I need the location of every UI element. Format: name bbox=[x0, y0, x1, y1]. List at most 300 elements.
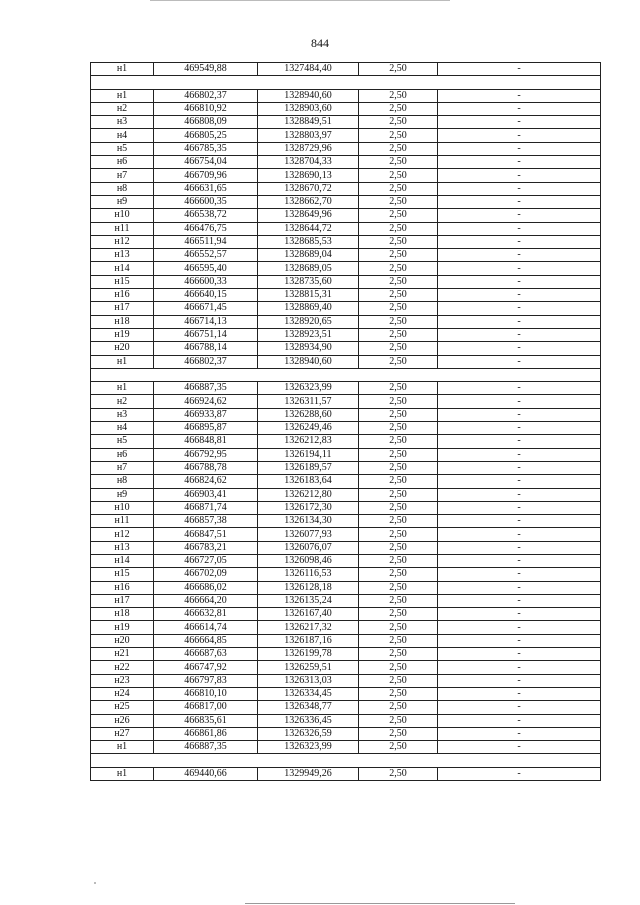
description-cell: - bbox=[438, 501, 601, 514]
accuracy-cell: 2,50 bbox=[359, 355, 438, 368]
point-name-cell: н3 bbox=[91, 116, 154, 129]
description-cell: - bbox=[438, 262, 601, 275]
x-coordinate-cell: 466802,37 bbox=[154, 355, 258, 368]
table-row bbox=[91, 727, 601, 740]
y-coordinate-cell: 1328644,72 bbox=[258, 222, 359, 235]
point-name-cell: н13 bbox=[91, 249, 154, 262]
y-coordinate-cell: 1326076,07 bbox=[258, 541, 359, 554]
accuracy-cell: 2,50 bbox=[359, 262, 438, 275]
x-coordinate-cell: 466785,35 bbox=[154, 142, 258, 155]
table-row bbox=[91, 515, 601, 528]
accuracy-cell: 2,50 bbox=[359, 661, 438, 674]
accuracy-cell: 2,50 bbox=[359, 581, 438, 594]
point-name-cell: н27 bbox=[91, 727, 154, 740]
x-coordinate-cell: 469549,88 bbox=[154, 63, 258, 76]
accuracy-cell: 2,50 bbox=[359, 608, 438, 621]
x-coordinate-cell: 466686,02 bbox=[154, 581, 258, 594]
description-cell: - bbox=[438, 554, 601, 567]
x-coordinate-cell: 466476,75 bbox=[154, 222, 258, 235]
y-coordinate-cell: 1328704,33 bbox=[258, 156, 359, 169]
x-coordinate-cell: 466792,95 bbox=[154, 448, 258, 461]
table-row bbox=[91, 714, 601, 727]
x-coordinate-cell: 466702,09 bbox=[154, 568, 258, 581]
point-name-cell: н12 bbox=[91, 528, 154, 541]
y-coordinate-cell: 1326128,18 bbox=[258, 581, 359, 594]
x-coordinate-cell: 466810,92 bbox=[154, 102, 258, 115]
y-coordinate-cell: 1328815,31 bbox=[258, 289, 359, 302]
y-coordinate-cell: 1328670,72 bbox=[258, 182, 359, 195]
description-cell: - bbox=[438, 302, 601, 315]
description-cell: - bbox=[438, 741, 601, 754]
x-coordinate-cell: 466802,37 bbox=[154, 89, 258, 102]
y-coordinate-cell: 1328934,90 bbox=[258, 342, 359, 355]
x-coordinate-cell: 469440,66 bbox=[154, 767, 258, 780]
coordinates-table bbox=[90, 62, 601, 781]
accuracy-cell: 2,50 bbox=[359, 63, 438, 76]
table-row bbox=[91, 488, 601, 501]
table-row bbox=[91, 302, 601, 315]
table-row bbox=[91, 648, 601, 661]
point-name-cell: н10 bbox=[91, 209, 154, 222]
table-row bbox=[91, 102, 601, 115]
table-row bbox=[91, 116, 601, 129]
y-coordinate-cell: 1326217,32 bbox=[258, 621, 359, 634]
y-coordinate-cell: 1328729,96 bbox=[258, 142, 359, 155]
point-name-cell: н17 bbox=[91, 594, 154, 607]
point-name-cell: н6 bbox=[91, 448, 154, 461]
group-separator-row bbox=[91, 368, 601, 381]
description-cell: - bbox=[438, 315, 601, 328]
y-coordinate-cell: 1326326,59 bbox=[258, 727, 359, 740]
point-name-cell: н3 bbox=[91, 408, 154, 421]
description-cell: - bbox=[438, 289, 601, 302]
x-coordinate-cell: 466640,15 bbox=[154, 289, 258, 302]
description-cell: - bbox=[438, 408, 601, 421]
y-coordinate-cell: 1326212,80 bbox=[258, 488, 359, 501]
accuracy-cell: 2,50 bbox=[359, 714, 438, 727]
y-coordinate-cell: 1326259,51 bbox=[258, 661, 359, 674]
table-row bbox=[91, 408, 601, 421]
accuracy-cell: 2,50 bbox=[359, 701, 438, 714]
table-row bbox=[91, 621, 601, 634]
description-cell: - bbox=[438, 648, 601, 661]
description-cell: - bbox=[438, 355, 601, 368]
description-cell: - bbox=[438, 687, 601, 700]
point-name-cell: н4 bbox=[91, 129, 154, 142]
table-row bbox=[91, 767, 601, 780]
y-coordinate-cell: 1326348,77 bbox=[258, 701, 359, 714]
x-coordinate-cell: 466797,83 bbox=[154, 674, 258, 687]
accuracy-cell: 2,50 bbox=[359, 727, 438, 740]
table-row bbox=[91, 395, 601, 408]
y-coordinate-cell: 1326077,93 bbox=[258, 528, 359, 541]
description-cell: - bbox=[438, 541, 601, 554]
table-row bbox=[91, 262, 601, 275]
y-coordinate-cell: 1326313,03 bbox=[258, 674, 359, 687]
x-coordinate-cell: 466933,87 bbox=[154, 408, 258, 421]
x-coordinate-cell: 466727,05 bbox=[154, 554, 258, 567]
accuracy-cell: 2,50 bbox=[359, 488, 438, 501]
accuracy-cell: 2,50 bbox=[359, 156, 438, 169]
table-row bbox=[91, 581, 601, 594]
description-cell: - bbox=[438, 701, 601, 714]
description-cell: - bbox=[438, 235, 601, 248]
table-row bbox=[91, 63, 601, 76]
table-row bbox=[91, 222, 601, 235]
point-name-cell: н15 bbox=[91, 568, 154, 581]
x-coordinate-cell: 466754,04 bbox=[154, 156, 258, 169]
accuracy-cell: 2,50 bbox=[359, 116, 438, 129]
table-row bbox=[91, 289, 601, 302]
point-name-cell: н4 bbox=[91, 422, 154, 435]
x-coordinate-cell: 466751,14 bbox=[154, 328, 258, 341]
description-cell: - bbox=[438, 608, 601, 621]
x-coordinate-cell: 466848,81 bbox=[154, 435, 258, 448]
x-coordinate-cell: 466835,61 bbox=[154, 714, 258, 727]
table-row bbox=[91, 435, 601, 448]
accuracy-cell: 2,50 bbox=[359, 554, 438, 567]
x-coordinate-cell: 466631,65 bbox=[154, 182, 258, 195]
accuracy-cell: 2,50 bbox=[359, 475, 438, 488]
table-row bbox=[91, 701, 601, 714]
y-coordinate-cell: 1328689,04 bbox=[258, 249, 359, 262]
x-coordinate-cell: 466783,21 bbox=[154, 541, 258, 554]
description-cell: - bbox=[438, 661, 601, 674]
point-name-cell: н11 bbox=[91, 515, 154, 528]
description-cell: - bbox=[438, 488, 601, 501]
point-name-cell: н15 bbox=[91, 275, 154, 288]
point-name-cell: н1 bbox=[91, 767, 154, 780]
description-cell: - bbox=[438, 634, 601, 647]
description-cell: - bbox=[438, 382, 601, 395]
y-coordinate-cell: 1326323,99 bbox=[258, 741, 359, 754]
group-separator-row bbox=[91, 76, 601, 89]
table-row bbox=[91, 541, 601, 554]
y-coordinate-cell: 1326135,24 bbox=[258, 594, 359, 607]
x-coordinate-cell: 466600,35 bbox=[154, 195, 258, 208]
y-coordinate-cell: 1328735,60 bbox=[258, 275, 359, 288]
point-name-cell: н7 bbox=[91, 169, 154, 182]
point-name-cell: н20 bbox=[91, 342, 154, 355]
x-coordinate-cell: 466871,74 bbox=[154, 501, 258, 514]
accuracy-cell: 2,50 bbox=[359, 541, 438, 554]
top-scan-rule bbox=[150, 0, 450, 1]
table-row bbox=[91, 554, 601, 567]
y-coordinate-cell: 1326323,99 bbox=[258, 382, 359, 395]
table-row bbox=[91, 608, 601, 621]
point-name-cell: н2 bbox=[91, 102, 154, 115]
y-coordinate-cell: 1326334,45 bbox=[258, 687, 359, 700]
point-name-cell: н8 bbox=[91, 475, 154, 488]
point-name-cell: н17 bbox=[91, 302, 154, 315]
y-coordinate-cell: 1328649,96 bbox=[258, 209, 359, 222]
description-cell: - bbox=[438, 528, 601, 541]
y-coordinate-cell: 1328690,13 bbox=[258, 169, 359, 182]
accuracy-cell: 2,50 bbox=[359, 235, 438, 248]
accuracy-cell: 2,50 bbox=[359, 767, 438, 780]
table-row bbox=[91, 235, 601, 248]
table-row bbox=[91, 422, 601, 435]
description-cell: - bbox=[438, 249, 601, 262]
y-coordinate-cell: 1326116,53 bbox=[258, 568, 359, 581]
accuracy-cell: 2,50 bbox=[359, 342, 438, 355]
description-cell: - bbox=[438, 674, 601, 687]
accuracy-cell: 2,50 bbox=[359, 222, 438, 235]
scan-artifact-dot bbox=[94, 882, 96, 884]
description-cell: - bbox=[438, 102, 601, 115]
accuracy-cell: 2,50 bbox=[359, 289, 438, 302]
description-cell: - bbox=[438, 328, 601, 341]
y-coordinate-cell: 1328920,65 bbox=[258, 315, 359, 328]
accuracy-cell: 2,50 bbox=[359, 422, 438, 435]
table-row bbox=[91, 382, 601, 395]
x-coordinate-cell: 466924,62 bbox=[154, 395, 258, 408]
point-name-cell: н5 bbox=[91, 435, 154, 448]
x-coordinate-cell: 466511,94 bbox=[154, 235, 258, 248]
description-cell: - bbox=[438, 581, 601, 594]
y-coordinate-cell: 1326183,64 bbox=[258, 475, 359, 488]
y-coordinate-cell: 1326336,45 bbox=[258, 714, 359, 727]
description-cell: - bbox=[438, 714, 601, 727]
table-row bbox=[91, 142, 601, 155]
x-coordinate-cell: 466664,85 bbox=[154, 634, 258, 647]
x-coordinate-cell: 466595,40 bbox=[154, 262, 258, 275]
x-coordinate-cell: 466895,87 bbox=[154, 422, 258, 435]
accuracy-cell: 2,50 bbox=[359, 328, 438, 341]
description-cell: - bbox=[438, 422, 601, 435]
point-name-cell: н21 bbox=[91, 648, 154, 661]
accuracy-cell: 2,50 bbox=[359, 382, 438, 395]
accuracy-cell: 2,50 bbox=[359, 648, 438, 661]
accuracy-cell: 2,50 bbox=[359, 674, 438, 687]
accuracy-cell: 2,50 bbox=[359, 195, 438, 208]
point-name-cell: н20 bbox=[91, 634, 154, 647]
description-cell: - bbox=[438, 63, 601, 76]
accuracy-cell: 2,50 bbox=[359, 634, 438, 647]
accuracy-cell: 2,50 bbox=[359, 448, 438, 461]
description-cell: - bbox=[438, 395, 601, 408]
x-coordinate-cell: 466887,35 bbox=[154, 741, 258, 754]
description-cell: - bbox=[438, 275, 601, 288]
table-row bbox=[91, 687, 601, 700]
y-coordinate-cell: 1328940,60 bbox=[258, 89, 359, 102]
point-name-cell: н19 bbox=[91, 328, 154, 341]
y-coordinate-cell: 1327484,40 bbox=[258, 63, 359, 76]
x-coordinate-cell: 466709,96 bbox=[154, 169, 258, 182]
y-coordinate-cell: 1326199,78 bbox=[258, 648, 359, 661]
y-coordinate-cell: 1328662,70 bbox=[258, 195, 359, 208]
table-row bbox=[91, 448, 601, 461]
y-coordinate-cell: 1326172,30 bbox=[258, 501, 359, 514]
table-row bbox=[91, 209, 601, 222]
table-row bbox=[91, 741, 601, 754]
y-coordinate-cell: 1326167,40 bbox=[258, 608, 359, 621]
description-cell: - bbox=[438, 515, 601, 528]
y-coordinate-cell: 1326134,30 bbox=[258, 515, 359, 528]
point-name-cell: н1 bbox=[91, 89, 154, 102]
point-name-cell: н9 bbox=[91, 195, 154, 208]
x-coordinate-cell: 466817,00 bbox=[154, 701, 258, 714]
description-cell: - bbox=[438, 448, 601, 461]
point-name-cell: н9 bbox=[91, 488, 154, 501]
point-name-cell: н7 bbox=[91, 461, 154, 474]
y-coordinate-cell: 1328923,51 bbox=[258, 328, 359, 341]
x-coordinate-cell: 466747,92 bbox=[154, 661, 258, 674]
table-row bbox=[91, 156, 601, 169]
point-name-cell: н8 bbox=[91, 182, 154, 195]
y-coordinate-cell: 1328849,51 bbox=[258, 116, 359, 129]
y-coordinate-cell: 1326311,57 bbox=[258, 395, 359, 408]
point-name-cell: н18 bbox=[91, 608, 154, 621]
point-name-cell: н19 bbox=[91, 621, 154, 634]
description-cell: - bbox=[438, 461, 601, 474]
point-name-cell: н1 bbox=[91, 382, 154, 395]
table-row bbox=[91, 661, 601, 674]
point-name-cell: н11 bbox=[91, 222, 154, 235]
x-coordinate-cell: 466805,25 bbox=[154, 129, 258, 142]
point-name-cell: н10 bbox=[91, 501, 154, 514]
group-separator-cell bbox=[91, 76, 601, 89]
accuracy-cell: 2,50 bbox=[359, 528, 438, 541]
x-coordinate-cell: 466614,74 bbox=[154, 621, 258, 634]
bottom-scan-rule bbox=[245, 903, 515, 904]
accuracy-cell: 2,50 bbox=[359, 621, 438, 634]
accuracy-cell: 2,50 bbox=[359, 102, 438, 115]
accuracy-cell: 2,50 bbox=[359, 741, 438, 754]
x-coordinate-cell: 466687,63 bbox=[154, 648, 258, 661]
x-coordinate-cell: 466788,78 bbox=[154, 461, 258, 474]
x-coordinate-cell: 466861,86 bbox=[154, 727, 258, 740]
point-name-cell: н6 bbox=[91, 156, 154, 169]
accuracy-cell: 2,50 bbox=[359, 169, 438, 182]
y-coordinate-cell: 1326249,46 bbox=[258, 422, 359, 435]
x-coordinate-cell: 466714,13 bbox=[154, 315, 258, 328]
x-coordinate-cell: 466538,72 bbox=[154, 209, 258, 222]
accuracy-cell: 2,50 bbox=[359, 395, 438, 408]
point-name-cell: н13 bbox=[91, 541, 154, 554]
accuracy-cell: 2,50 bbox=[359, 182, 438, 195]
y-coordinate-cell: 1328689,05 bbox=[258, 262, 359, 275]
table-row bbox=[91, 634, 601, 647]
description-cell: - bbox=[438, 767, 601, 780]
table-row bbox=[91, 355, 601, 368]
accuracy-cell: 2,50 bbox=[359, 275, 438, 288]
description-cell: - bbox=[438, 435, 601, 448]
y-coordinate-cell: 1326098,46 bbox=[258, 554, 359, 567]
point-name-cell: н18 bbox=[91, 315, 154, 328]
x-coordinate-cell: 466600,33 bbox=[154, 275, 258, 288]
table-row bbox=[91, 501, 601, 514]
table-row bbox=[91, 195, 601, 208]
table-row bbox=[91, 275, 601, 288]
y-coordinate-cell: 1326189,57 bbox=[258, 461, 359, 474]
x-coordinate-cell: 466808,09 bbox=[154, 116, 258, 129]
table-row bbox=[91, 169, 601, 182]
accuracy-cell: 2,50 bbox=[359, 89, 438, 102]
page-number: 844 bbox=[311, 36, 329, 50]
point-name-cell: н22 bbox=[91, 661, 154, 674]
point-name-cell: н2 bbox=[91, 395, 154, 408]
x-coordinate-cell: 466664,20 bbox=[154, 594, 258, 607]
table-row bbox=[91, 182, 601, 195]
description-cell: - bbox=[438, 116, 601, 129]
point-name-cell: н1 bbox=[91, 355, 154, 368]
table-row bbox=[91, 594, 601, 607]
description-cell: - bbox=[438, 568, 601, 581]
x-coordinate-cell: 466671,45 bbox=[154, 302, 258, 315]
accuracy-cell: 2,50 bbox=[359, 568, 438, 581]
description-cell: - bbox=[438, 621, 601, 634]
table-row bbox=[91, 568, 601, 581]
point-name-cell: н1 bbox=[91, 741, 154, 754]
x-coordinate-cell: 466810,10 bbox=[154, 687, 258, 700]
table-row bbox=[91, 315, 601, 328]
accuracy-cell: 2,50 bbox=[359, 461, 438, 474]
coordinates-table-body bbox=[91, 63, 601, 781]
description-cell: - bbox=[438, 195, 601, 208]
accuracy-cell: 2,50 bbox=[359, 501, 438, 514]
point-name-cell: н23 bbox=[91, 674, 154, 687]
accuracy-cell: 2,50 bbox=[359, 142, 438, 155]
group-separator-cell bbox=[91, 754, 601, 767]
description-cell: - bbox=[438, 727, 601, 740]
description-cell: - bbox=[438, 169, 601, 182]
accuracy-cell: 2,50 bbox=[359, 302, 438, 315]
y-coordinate-cell: 1328903,60 bbox=[258, 102, 359, 115]
y-coordinate-cell: 1328685,53 bbox=[258, 235, 359, 248]
description-cell: - bbox=[438, 142, 601, 155]
point-name-cell: н25 bbox=[91, 701, 154, 714]
accuracy-cell: 2,50 bbox=[359, 408, 438, 421]
y-coordinate-cell: 1326194,11 bbox=[258, 448, 359, 461]
description-cell: - bbox=[438, 342, 601, 355]
point-name-cell: н1 bbox=[91, 63, 154, 76]
table-row bbox=[91, 249, 601, 262]
y-coordinate-cell: 1328940,60 bbox=[258, 355, 359, 368]
y-coordinate-cell: 1328803,97 bbox=[258, 129, 359, 142]
table-row bbox=[91, 342, 601, 355]
x-coordinate-cell: 466824,62 bbox=[154, 475, 258, 488]
point-name-cell: н16 bbox=[91, 289, 154, 302]
point-name-cell: н14 bbox=[91, 554, 154, 567]
table-row bbox=[91, 461, 601, 474]
y-coordinate-cell: 1329949,26 bbox=[258, 767, 359, 780]
description-cell: - bbox=[438, 475, 601, 488]
table-row bbox=[91, 129, 601, 142]
table-row bbox=[91, 528, 601, 541]
accuracy-cell: 2,50 bbox=[359, 315, 438, 328]
table-row bbox=[91, 674, 601, 687]
y-coordinate-cell: 1326288,60 bbox=[258, 408, 359, 421]
x-coordinate-cell: 466847,51 bbox=[154, 528, 258, 541]
accuracy-cell: 2,50 bbox=[359, 435, 438, 448]
point-name-cell: н12 bbox=[91, 235, 154, 248]
x-coordinate-cell: 466903,41 bbox=[154, 488, 258, 501]
point-name-cell: н24 bbox=[91, 687, 154, 700]
x-coordinate-cell: 466552,57 bbox=[154, 249, 258, 262]
description-cell: - bbox=[438, 156, 601, 169]
description-cell: - bbox=[438, 594, 601, 607]
group-separator-row bbox=[91, 754, 601, 767]
group-separator-cell bbox=[91, 368, 601, 381]
accuracy-cell: 2,50 bbox=[359, 129, 438, 142]
accuracy-cell: 2,50 bbox=[359, 687, 438, 700]
accuracy-cell: 2,50 bbox=[359, 209, 438, 222]
accuracy-cell: 2,50 bbox=[359, 249, 438, 262]
x-coordinate-cell: 466632,81 bbox=[154, 608, 258, 621]
accuracy-cell: 2,50 bbox=[359, 594, 438, 607]
point-name-cell: н26 bbox=[91, 714, 154, 727]
